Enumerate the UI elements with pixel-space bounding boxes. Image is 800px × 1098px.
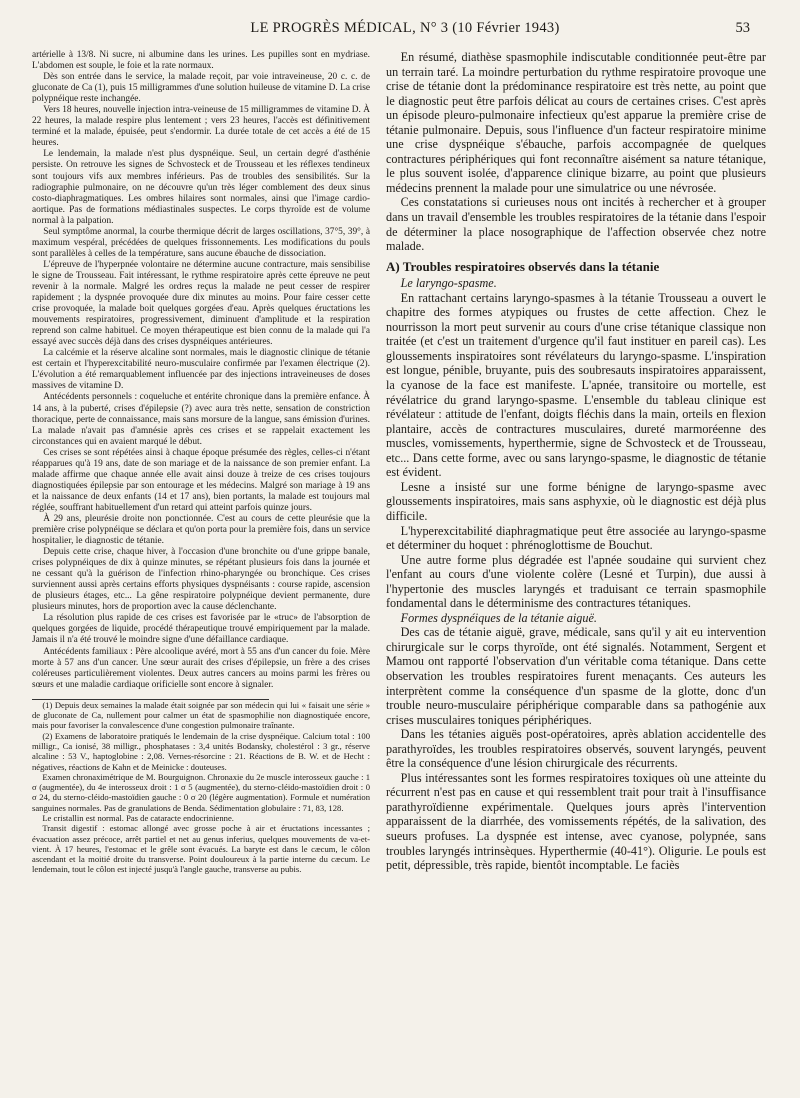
left-paragraph: artérielle à 13/8. Ni sucre, ni albumine dans les urines. Les pupilles sont en mydriase. L'abdomen est souple, le foie et la rate normaux. xyxy=(32,50,370,72)
right-paragraph: Une autre forme plus dégradée est l'apnée soudaine qui survient chez l'enfant au cours d'une violente colère (Lesné et Turpin), due aussi à l'hypertonie des muscles laryngés et traduisant ce terrain spasmophile fondamental dans le déterminisme des contractures tétaniques. xyxy=(386,552,766,611)
left-paragraph: À 29 ans, pleurésie droite non ponctionnée. C'est au cours de cette pleurésie que la première crise polypnéique se déclara et qu'on porta pour la première fois, dans un service hospitalier, le diagnostic de tétanie. xyxy=(32,513,370,547)
left-paragraph: Seul symptôme anormal, la courbe thermique décrit de larges oscillations, 37°5, 39°, à maximum vespéral, précédées de quelques frissonnements. Les modifications du pouls sont parallèles à celles de la température, sans aucune ébauche de dissociation. xyxy=(32,226,370,259)
left-paragraph: Le lendemain, la malade n'est plus dyspnéique. Seul, un certain degré d'asthénie persiste. On retrouve les signes de Schvosteck et de Trousseau et les réflexes tendineux sont toujours vifs aux membres inférieurs. Pas de troubles des sensibilités. Sur la radiographie pulmonaire, on ne découvre qu'un très léger comblement des deux sinus costo-diaphragmatiques. Les ombres hilaires sont normales, ainsi que l'image cardio-aortique. Pas de formations médiastinales suspectes. Le corps thyroïde est de volume normal à la palpation. xyxy=(32,149,370,226)
left-paragraph: La calcémie et la réserve alcaline sont normales, mais le diagnostic clinique de tétanie est certain et l'hyperexcitabilité neuro-musculaire confirmée par l'examen électrique (2). L'évolution a été remarquablement influencée par des injections intraveineuses de doses massives de vitamine D. xyxy=(32,348,370,392)
journal-title: LE PROGRÈS MÉDICAL, N° 3 (10 Février 1943) xyxy=(250,20,560,36)
section-heading: A) Troubles respiratoires observés dans la tétanie xyxy=(386,258,660,274)
left-paragraph: Antécédents personnels : coqueluche et entérite chronique dans la première enfance. À 14 ans, à la puberté, crises d'épilepsie (?) avec aura très nette, sensation de constriction thoracique, perte de connaissance, mais sans morsure de la langue, sans émission d'urines. La malade n'avait pas d'amnésie après ces crises et se rappelait exactement les circonstances qui en avaient marqué le début. xyxy=(32,392,370,447)
subheading-formes-dyspneiques: Formes dyspnéiques de la tétanie aiguë. xyxy=(400,610,597,625)
subheading-laryngo-spasme: Le laryngo-spasme. xyxy=(400,276,497,291)
right-paragraph: L'hyperexcitabilité diaphragmatique peut être associée au laryngo-spasme et déterminer du hoquet : phrénoglottisme de Bouchut. xyxy=(386,523,766,553)
left-column xyxy=(32,50,370,1095)
right-paragraph: Des cas de tétanie aiguë, grave, médicale, sans qu'il y ait eu intervention chirurgicale sur le corps thyroïde, ont été signalés. Notamment, Sergent et Mamou ont rapporté l'observation d'un véritable coma tétanique. Dans cette observation les troubles respiratoires furent menaçants. Ces auteurs les interprètent comme la conséquence d'un spasme de la glotte, donc d'un trouble neuro-musculaire périphérique comparable dans sa pathogénie aux crises musculaires toniques périphériques. xyxy=(386,625,766,727)
footnote: (2) Examens de laboratoire pratiqués le lendemain de la crise dyspnéique. Calcium total : 100 milligr., Ca ionisé, 38 milligr., phosphatases : 3,4 unités Bodansky, cholestérol : 3 gr., réserve alcaline : 53 V., haptoglobine : 2,08. Vernes-résorcine : 21. Réactions de B. W. et de Hecht : négatives, réactions de Kahn et de Meinicke : douteuses. xyxy=(32,730,370,772)
right-paragraph: En résumé, diathèse spasmophile indiscutable conditionnée peut-être par un terrain taré. La moindre perturbation du rythme respiratoire provoque une crise de tétanie dont la prédominance respiratoire est très nette, au point que le diagnostic peut être parfois délicat au cours de certaines crises. C'est après un épisode pleuro-pulmonaire infectieux qu'est apparue la première crise de tétanie pulmonaire. Depuis, sous l'influence d'un facteur respiratoire minime une crise dyspnéique s'ébauche, parfois accompagnée de quelques contractures périphériques qui font reconnaître aisément sa nature tétanique, le plus souvent isolée, d'apparence clinique bizarre, au point que plusieurs médecins prennent la malade pour une simulatrice ou une névrosée. xyxy=(386,50,766,195)
right-paragraph: Dans les tétanies aiguës post-opératoires, après ablation accidentelle des parathyroïdes, les troubles respiratoires observés, souvent laryngés, peuvent être la conséquence d'une lésion chirurgicale des récurrents. xyxy=(386,727,766,771)
footnote: (1) Depuis deux semaines la malade était soignée par son médecin qui lui « faisait une série » de gluconate de Ca, nullement pour calmer un état de spasmophilie non diagnostiquée encore, mais pour favoriser la convalescence d'une congestion pulmonaire traînante. xyxy=(32,699,370,731)
page-number: 53 xyxy=(735,20,750,36)
right-paragraph: Plus intéressantes sont les formes respiratoires toxiques où une atteinte du récurrent n'est pas en cause et qui ressemblent trait pour trait à l'insuffisance parathyroïdienne expérimentale. Quelques jours après l'intervention apparaissent de la diarrhée, des vomissements répétés, de la salivation, des sueurs profuses. La dyspnée est intense, avec cyanose, polypnée, sans troubles laryngés intrinsèques. Hyperthermie (40-41°). Oligurie. Le pouls est petit, dépressible, très rapide, bientôt incomptable. Le faciès xyxy=(386,770,766,873)
left-paragraph: La résolution plus rapide de ces crises est favorisée par le «truc» de l'absorption de quelques gorgées de liquide, procédé thérapeutique trouvé empiriquement par la malade. Jamais il n'a été trouvé le moindre signe d'une défaillance cardiaque. xyxy=(32,613,370,646)
left-paragraph: Depuis cette crise, chaque hiver, à l'occasion d'une bronchite ou d'une grippe banale, crises polypnéiques de dix à quinze minutes, se répétant plusieurs fois dans la journée et ne cessant qu'à la guérison de l'infection rhino-pharyngée ou bronchique. Ces crises surviennent aussi après certains efforts physiques dyspnéisants : course rapide, ascension de plusieurs étages, etc... La gêne respiratoire polypnéique devient permanente, dure plusieurs minutes, hors de proportion avec la cause déclenchante. xyxy=(32,547,370,613)
footnote: Examen chronaximétrique de M. Bourguignon. Chronaxie du 2e muscle interosseux gauche : 1 σ (augmentée), du 4e interosseux droit : 1 σ 5 (augmentée), du sterno-cléido-mastoïdien droit : 0 σ 24, du sterno-cléido-mastoïdien gauche : 0 σ 20 (légère augmentation). Formule et numération sanguines normales. Pas de granulations de Benda. Sédimentation globulaire : 71, 83, 128. xyxy=(32,771,370,813)
left-paragraph: Antécédents familiaux : Père alcoolique avéré, mort à 55 ans d'un cancer du foie. Mère morte à 57 ans d'un cancer. Une sœur aurait des crises d'épilepsie, un frère a des crises coléreuses particulièrement violentes. Deux autres cancers au moins parmi les frères ou sœurs et une maladie cardiaque orificielle sont encore à signaler. xyxy=(32,646,370,690)
right-paragraph: Ces constatations si curieuses nous ont incités à rechercher et à grouper dans un travail d'ensemble les troubles respiratoires de la tétanie dans l'espoir de déterminer la place nosographique de l'affection observée chez notre malade. xyxy=(386,195,766,254)
right-paragraph: Lesne a insisté sur une forme bénigne de laryngo-spasme avec gloussements inspiratoires, mais sans asphyxie, où le diagnostic est déjà plus difficile. xyxy=(386,479,766,523)
left-paragraph: L'épreuve de l'hyperpnée volontaire ne détermine aucune contracture, mais sensibilise le signe de Trousseau. Fait intéressant, le rythme respiratoire après cette épreuve ne peut revenir à la normale. Malgré les ordres reçus la malade ne peut cesser de respirer rapidement ; la dyspnée provoquée dure dix minutes au moins. Pour faire cesser cette crise provoquée, la malade boit quelques gorgées d'eau. Après quelques éructations les mouvements respiratoires, progressivement, diminuent d'amplitude et la respiration reprend son calme habituel. Ce moyen thérapeutique est bien connu de la malade qui l'a essayé avec succès déjà dans des crises dyspnéiques antérieures. xyxy=(32,259,370,348)
left-paragraph: Vers 18 heures, nouvelle injection intra-veineuse de 15 milligrammes de vitamine D. À 22 heures, la malade respire plus lentement ; vers 23 heures, l'accès est définitivement terminé et la malade, épuisée, peut s'endormir. La durée totale de cet accès a été de 15 heures. xyxy=(32,105,370,149)
right-column xyxy=(386,50,766,1095)
left-paragraph: Dès son entrée dans le service, la malade reçoit, par voie intraveineuse, 20 c. c. de gluconate de Ca (1), puis 15 milligrammes d'une solution huileuse de vitamine D. La crise polypnéique reste inchangée. xyxy=(32,72,370,105)
left-paragraph: Ces crises se sont répétées ainsi à chaque époque présumée des règles, celles-ci n'étant réapparues qu'à 19 ans, date de son mariage et de la naissance de son premier enfant. La malade affirme que chaque année elle avait ainsi douze à treize de ces crises toujours diagnostiquées épilepsie par son entourage et les médecins. Malgré son mariage à 19 ans et la naissance de deux enfants (14 et 17 ans), bien portants, la malade est toujours mal réglée, souffrant habituellement d'un retard qui atteint parfois quinze jours. xyxy=(32,447,370,513)
page-header xyxy=(60,20,750,40)
right-paragraph: En rattachant certains laryngo-spasmes à la tétanie Trousseau a ouvert le chapitre des formes atypiques ou frustes de cette affection. Chez le nourrisson la mort peut survenir au cours d'une crise tétanique classique non traitée (et c'est un traitement d'urgence qu'il faut instituer en pareil cas). Les gloussements inspiratoires sont révélateurs du laryngo-spasme. L'inspiration est longue, pénible, bruyante, puis des soubresauts inspiratoires apparaissent, la cyanose de la face est manifeste. L'apnée, transitoire ou mortelle, est révélatrice du grand laryngo-spasme. L'ensemble du tableau clinique est révélateur : attitude de l'enfant, doigts fléchis dans la main, orteils en flexion plantaire, accès de contractures musculaires, dureté marmoréenne des muscles, vomissements, hyperthermie, signe de Schvosteck et de Trousseau, etc... Dans cette forme, avec ou sans laryngo-spasme, le diagnostic de tétanie est évident. xyxy=(386,290,766,480)
footnote: Transit digestif : estomac allongé avec grosse poche à air et éructations incessantes ; évacuation assez précoce, arrêt partiel et net au genus inferius, quelques mouvements de va-et-vient. À 17 heures, l'estomac et le grêle sont évacués. La baryte est dans le cæcum, le côlon ascendant et la moitié droite du transverse. Point douloureux à la partie interne du cæcum. Le lendemain, tout le côlon est injecté jusqu'à l'angle gauche, transverse au pubis. xyxy=(32,823,370,875)
footnotes xyxy=(32,700,370,875)
footnote: Le cristallin est normal. Pas de cataracte endocrinienne. xyxy=(42,812,234,823)
